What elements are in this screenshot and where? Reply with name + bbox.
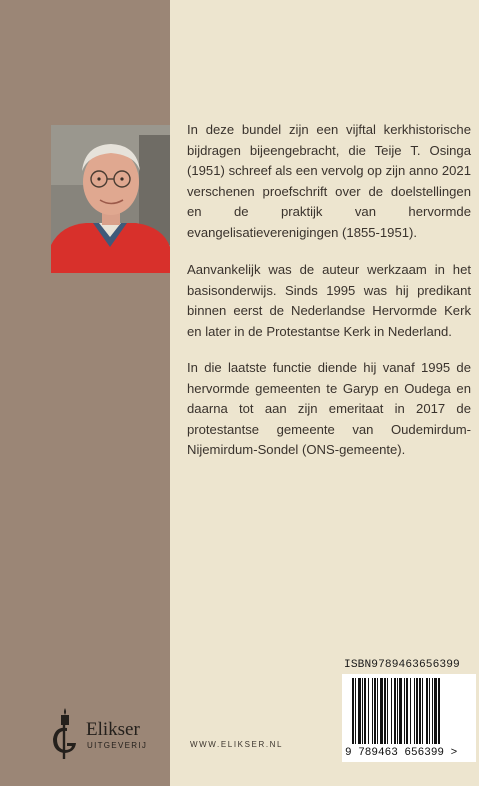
barcode-bar bbox=[368, 678, 369, 744]
barcode-bar bbox=[377, 678, 378, 744]
barcode-bar bbox=[374, 678, 376, 744]
barcode-bar bbox=[394, 678, 396, 744]
paragraph-career: Aanvankelijk was de auteur werkzaam in het basisonderwijs. Sinds 1995 was hij predikant binnen eerst de Nederlandse Hervormde Kerk en later in de Protestantse Kerk in Nederland. bbox=[187, 262, 471, 339]
barcode-bar bbox=[432, 678, 433, 744]
barcode-bar bbox=[422, 678, 423, 744]
barcode-bar bbox=[414, 678, 415, 744]
barcode-bar bbox=[429, 678, 430, 744]
barcode-bar bbox=[355, 678, 356, 744]
barcode-bar bbox=[404, 678, 405, 744]
barcode-bar bbox=[384, 678, 386, 744]
barcode-bar bbox=[410, 678, 411, 744]
barcode-bar bbox=[391, 678, 392, 744]
barcode-bar bbox=[358, 678, 361, 744]
barcode-bar bbox=[372, 678, 373, 744]
barcode-bar bbox=[387, 678, 388, 744]
barcode-bars bbox=[342, 674, 476, 746]
paragraph-intro: In deze bundel zijn een vijftal kerkhistorische bijdragen bijeengebracht, die Teije T. Osinga (1951) schreef als een vervolg op zijn anno 2021 verschenen proefschrift over de doelstellingen en de praktijk van hervormde evangelisatieverenigingen (1855-1951). bbox=[187, 122, 471, 240]
barcode-bar bbox=[380, 678, 383, 744]
author-portrait bbox=[51, 125, 170, 273]
barcode-bar bbox=[416, 678, 418, 744]
barcode-bar bbox=[438, 678, 440, 744]
paragraph-ministry: In die laatste functie diende hij vanaf 1995 de hervormde gemeenten te Garyp en Oudega en daarna tot aan zijn emeritaat in 2017 de protestantse gemeente van Oudemirdum-Nijemirdum-Sondel (ONS-gemeente). bbox=[187, 360, 471, 458]
left-color-band bbox=[0, 0, 170, 786]
website-url: WWW.ELIKSER.NL bbox=[190, 740, 284, 749]
barcode-bar bbox=[397, 678, 398, 744]
barcode-bar bbox=[362, 678, 363, 744]
barcode-bar bbox=[434, 678, 437, 744]
publisher-emblem-icon bbox=[45, 706, 85, 761]
barcode-bar bbox=[352, 678, 354, 744]
barcode-bar bbox=[406, 678, 408, 744]
barcode-bar bbox=[426, 678, 428, 744]
barcode-digits: 9 789463 656399 > bbox=[345, 747, 458, 759]
barcode-bar bbox=[399, 678, 402, 744]
isbn-label: ISBN9789463656399 bbox=[344, 659, 460, 671]
publisher-subtitle: UITGEVERIJ bbox=[87, 741, 148, 750]
barcode-bar bbox=[419, 678, 421, 744]
publisher-name: Elikser bbox=[86, 719, 140, 740]
barcode-bar bbox=[364, 678, 366, 744]
